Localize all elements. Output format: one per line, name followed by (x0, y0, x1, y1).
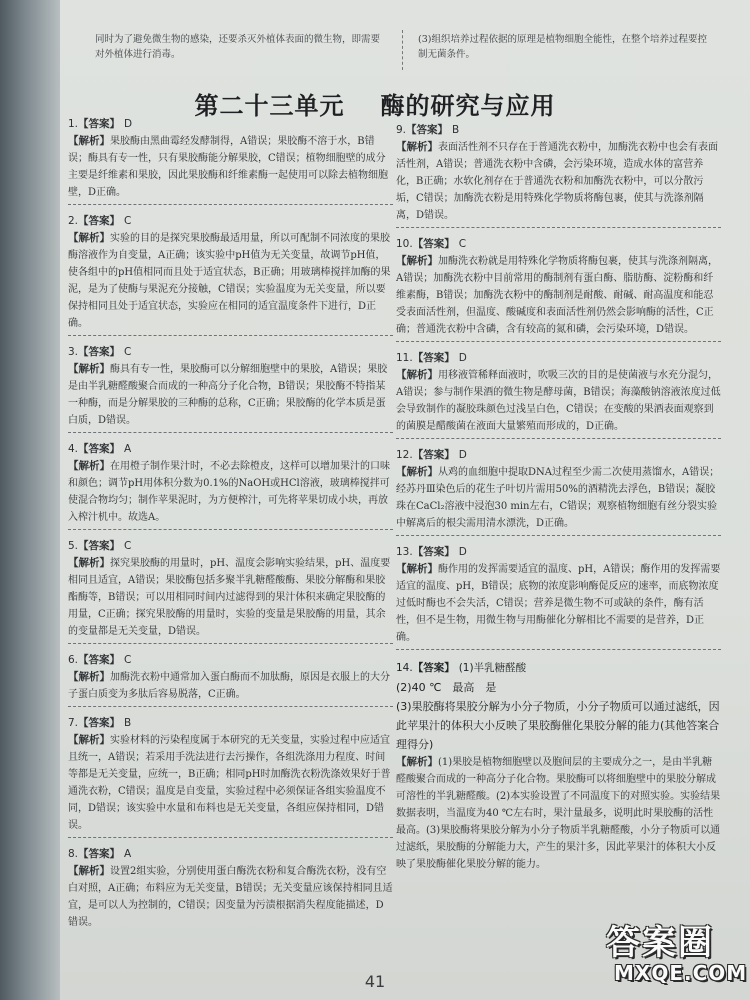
question-item (396, 544, 721, 646)
answer-value: C (124, 540, 132, 552)
analysis-text (396, 367, 721, 435)
question-item (68, 441, 393, 526)
answer-line (396, 447, 721, 464)
question-number: 9. (396, 124, 407, 136)
column-divider (402, 30, 403, 70)
dashed-separator (396, 649, 721, 650)
analysis-label: 【解析】 (68, 865, 110, 877)
analysis-label: 【解析】 (68, 460, 110, 472)
question-number: 4. (68, 443, 79, 455)
question-number: 1. (68, 118, 79, 130)
question-number: 8. (68, 848, 79, 860)
answer-label: 【答案】 (78, 443, 121, 455)
analysis-content: 果胶酶由黑曲霉经发酵制得，A错误；果胶酶不溶于水，B错误；酶具有专一性，只有果胶酶能分解果胶，C错误；植物细胞壁的成分主要是纤维素和果胶，因此果胶酶和纤维素酶一起使用可以除去植物细胞壁，D正确。 (68, 136, 388, 198)
question-number: 13. (396, 546, 413, 558)
question-item (68, 652, 393, 703)
question-item (68, 116, 393, 201)
analysis-text (68, 732, 393, 834)
answer-value: C (124, 346, 132, 358)
analysis-text (68, 230, 393, 332)
watermark-logo: 答案圈 (606, 923, 714, 963)
answer-value: A (124, 848, 132, 860)
answer-line (68, 441, 393, 458)
answer-line (68, 652, 393, 669)
answer-line (68, 344, 393, 361)
answer-value: D (458, 352, 467, 364)
top-left-note: 同时为了避免微生物的感染，还要杀灭外植体表面的微生物，即需要对外植体进行消毒。 (95, 34, 381, 60)
answer-line (396, 122, 721, 139)
analysis-label: 【解析】 (396, 141, 438, 153)
dashed-separator (68, 837, 393, 838)
dashed-separator (68, 529, 393, 530)
question-item (396, 122, 721, 224)
analysis-content: 表面活性剂不只存在于普通洗衣粉中，加酶洗衣粉中也会有表面活性剂，A错误；普通洗衣粉中含磷，会污染环境，造成水体的富营养化，B正确；水软化剂存在于普通洗衣粉和加酶洗衣粉中，可以分散污垢，C错误；加酶洗衣粉是用特殊化学物质将酶包裹，使其与洗涤剂隔离，D错误。 (396, 142, 718, 221)
answer-label: 【答案】 (78, 717, 121, 729)
analysis-label: 【解析】 (68, 557, 110, 569)
analysis-label: 【解析】 (396, 255, 438, 267)
analysis-text (396, 754, 721, 873)
question-item (396, 447, 721, 532)
question-item (68, 538, 393, 640)
answer-label: 【答案】 (78, 346, 121, 358)
analysis-content: 酶作用的发挥需要适宜的温度、pH，A错误；酶作用的发挥需要适宜的温度、pH，B错误；底物的浓度影响酶促反应的速率，而底物浓度过低时酶也不会失活，C错误；营养是微生物不可或缺的条件，酶有活性，但不是生物，用微生物与用酶催化分解相比不需要的是营养，D正确。 (396, 564, 721, 643)
answer-line (68, 715, 393, 732)
dashed-separator (68, 204, 393, 205)
answer-value: C (458, 238, 467, 250)
analysis-label: 【解析】 (396, 563, 438, 575)
answer-label: 【答案】 (78, 215, 121, 227)
answer-label: 【答案】 (406, 124, 449, 136)
question-number: 12. (396, 449, 413, 461)
answer-label: 【答案】 (78, 848, 121, 860)
analysis-text (68, 133, 393, 201)
analysis-text (396, 253, 721, 338)
question-number: 2. (68, 215, 79, 227)
analysis-label: 【解析】 (68, 135, 110, 147)
question-number: 14. (396, 662, 413, 674)
answer-value: (1)半乳糖醛酸 (458, 662, 527, 674)
analysis-text (68, 361, 393, 429)
analysis-content: 加酶洗衣粉中通常加入蛋白酶而不加肽酶，原因是衣服上的大分子蛋白质变为多肽后容易脱落，C正确。 (68, 672, 390, 700)
analysis-content: 实验的目的是探究果胶酶最适用量，所以可配制不同浓度的果胶酶溶液作为自变量，A正确；该实验中pH值为无关变量，故调节pH值，使各组中的pH值相同而且处于适宜状态，B正确；用玻璃棒搅拌加酶的果泥，是为了使酶与果泥充分接触，C错误；实验温度为无关变量，所以要保持相同且处于适宜状态，实验应在相同的适宜温度条件下进行，D正确。 (68, 233, 391, 329)
question-number: 3. (68, 346, 79, 358)
analysis-label: 【解析】 (68, 734, 110, 746)
answer-label: 【答案】 (412, 546, 455, 558)
answer-line (396, 236, 721, 253)
analysis-content: 探究果胶酶的用量时，pH、温度会影响实验结果，pH、温度要相同且适宜，A错误；果胶酶包括多聚半乳糖醛酸酶、果胶分解酶和果胶酯酶等，B错误；可以用相同时间内过滤得到的果汁体积来确定果胶酶的用量，C正确；探究果胶酶的用量时，实验的变量是果胶酶的用量，其余的变量都是无关变量，D错误。 (68, 558, 391, 637)
analysis-content: 从鸡的血细胞中提取DNA过程至少需二次使用蒸馏水，A错误；经苏丹Ⅲ染色后的花生子叶切片需用50%的酒精洗去浮色，B错误；凝胶珠在CaCl₂溶液中浸泡30 min左右，C错误；观察植物细胞有丝分裂实验中解离后的根尖需用清水漂洗，D正确。 (396, 467, 720, 529)
answer-line (396, 658, 721, 678)
answer-value: C (124, 215, 132, 227)
analysis-text (68, 669, 393, 703)
analysis-content: 在用橙子制作果汁时，不必去除橙皮，这样可以增加果汁的口味和颜色；调节pH用体积分数为0.1%的NaOH或HCl溶液，玻璃棒搅拌可使混合物均匀；制作苹果泥时，为方便榨汁，可先将苹果切成小块，再放入榨汁机中。故选A。 (68, 461, 390, 523)
analysis-label: 【解析】 (68, 232, 110, 244)
question-item (396, 236, 721, 338)
answer-value: D (458, 449, 467, 461)
answer-line (68, 116, 393, 133)
answer-value: C (124, 654, 132, 666)
dashed-separator (68, 335, 393, 336)
answer-line (396, 350, 721, 367)
left-column (68, 116, 393, 931)
answer-label: 【答案】 (412, 449, 455, 461)
answer-line (68, 538, 393, 555)
answer-label: 【答案】 (78, 654, 121, 666)
answer-label: 【答案】 (78, 118, 121, 130)
answer-value: B (452, 124, 460, 136)
answer-value: D (458, 546, 467, 558)
answer-part-2: (2)40 ℃ 最高 是 (396, 681, 497, 694)
answer-part-3: (3)果胶酶将果胶分解为小分子物质，小分子物质可以通过滤纸，因此苹果汁的体积大小反映了果胶酶催化果胶分解的能力(其他答案合理得分) (396, 700, 720, 751)
analysis-text (68, 458, 393, 526)
analysis-text (396, 561, 721, 646)
answer-value: D (124, 118, 133, 130)
question-item (68, 846, 393, 931)
dashed-separator (68, 432, 393, 433)
page-number: 41 (364, 972, 386, 991)
unit-title-topic: 酶的研究与应用 (380, 92, 556, 120)
analysis-content: (1)果胶是植物细胞壁以及胞间层的主要成分之一，是由半乳糖醛酸聚合而成的一种高分子化合物。果胶酶可以将细胞壁中的果胶分解成可溶性的半乳糖醛酸。(2)本实验设置了不同温度下的对照实验。实验结果数据表明，当温度为40 ℃左右时，果汁量最多，说明此时果胶酶的活性最高。(3)果胶酶将果胶分解为小分子物质半乳糖醛酸，小分子物质可以通过滤纸，果胶酶的分解能力大，产生的果汁多，因此苹果汁的体积大小反映了果胶酶催化果胶分解的能力。 (396, 757, 721, 870)
dashed-separator (396, 227, 721, 228)
dashed-separator (396, 341, 721, 342)
question-number: 6. (68, 654, 79, 666)
analysis-text (396, 464, 721, 532)
analysis-text (396, 139, 721, 224)
analysis-content: 用移液管稀释面液时，吹吸三次的目的是使菌液与水充分混匀，A错误；参与制作果酒的微生物是酵母菌，B错误；海藻酸钠溶液浓度过低会导致制作的凝胶珠颜色过浅呈白色，C错误；在变酸的果酒表面观察到的菌膜是醋酸菌在液面大量繁殖而形成的，D正确。 (396, 370, 721, 432)
answer-line (68, 846, 393, 863)
question-item (68, 213, 393, 332)
analysis-label: 【解析】 (396, 466, 438, 478)
answer-line (396, 544, 721, 561)
answer-label: 【答案】 (78, 540, 121, 552)
question-item (68, 715, 393, 834)
question-item (396, 350, 721, 435)
question-number: 11. (396, 352, 413, 364)
analysis-label: 【解析】 (68, 671, 110, 683)
unit-title-number: 第二十三单元 (194, 92, 345, 120)
analysis-content: 酶具有专一性，果胶酶可以分解细胞壁中的果胶，A错误；果胶是由半乳糖醛酸聚合而成的一种高分子化合物，B错误；果胶酶不特指某一种酶，而是分解果胶的三种酶的总称，C正确；果胶酶的化学本质是蛋白质，D错误。 (68, 364, 388, 426)
analysis-label: 【解析】 (396, 756, 438, 768)
question-number: 10. (396, 238, 413, 250)
dashed-separator (396, 438, 721, 439)
analysis-text (68, 863, 393, 931)
question-item (396, 658, 721, 873)
analysis-text (68, 555, 393, 640)
watermark (606, 915, 746, 990)
analysis-content: 实验材料的污染程度属于本研究的无关变量，实验过程中应适宜且统一，A错误；若采用手洗法进行去污操作，各组洗涤用力程度、时间等都是无关变量，应统一，B正确；相同pH时加酶洗衣粉洗涤效果好于普通洗衣粉，C错误；温度是自变量，实验过程中必须保证各组实验温度不同，D错误；该实验中水量和布料也是无关变量，各组应保持相同，D错误。 (68, 735, 391, 831)
book-spine (0, 0, 60, 1000)
analysis-content: 加酶洗衣粉就是用特殊化学物质将酶包裹，使其与洗涤剂隔离，A错误；加酶洗衣粉中目前常用的酶制剂有蛋白酶、脂肪酶、淀粉酶和纤维素酶，B错误；加酶洗衣粉中的酶制剂是耐酸、耐碱、耐高温度和能忍受表面活性剂，但温度、酸碱度和表面活性剂仍然会影响酶的活性，C正确；普通洗衣粉中含磷，含有较高的氮和磷，会污染环境，D错误。 (396, 256, 718, 335)
question-number: 7. (68, 717, 79, 729)
watermark-url: MXQE.COM (614, 961, 748, 985)
answer-label: 【答案】 (412, 352, 455, 364)
analysis-content: 设置2组实验，分别使用蛋白酶洗衣粉和复合酶洗衣粉，没有空白对照，A正确；布料应为无关变量，B错误；无关变量应该保持相同且适宜，是可以人为控制的，C错误；因变量为污渍根据消失程度能描述，D错误。 (68, 866, 393, 928)
analysis-label: 【解析】 (68, 363, 110, 375)
dashed-separator (68, 706, 393, 707)
question-item (68, 344, 393, 429)
answer-value: A (124, 443, 132, 455)
answer-label: 【答案】 (412, 238, 455, 250)
answer-label: 【答案】 (412, 662, 455, 674)
top-right-note: (3)组织培养过程依据的原理是植物细胞全能性，在整个培养过程要控制无菌条件。 (418, 34, 707, 60)
dashed-separator (68, 643, 393, 644)
question-number: 5. (68, 540, 79, 552)
answer-line (68, 213, 393, 230)
right-column (396, 122, 721, 873)
dashed-separator (396, 535, 721, 536)
analysis-label: 【解析】 (396, 369, 438, 381)
answer-value: B (124, 717, 132, 729)
